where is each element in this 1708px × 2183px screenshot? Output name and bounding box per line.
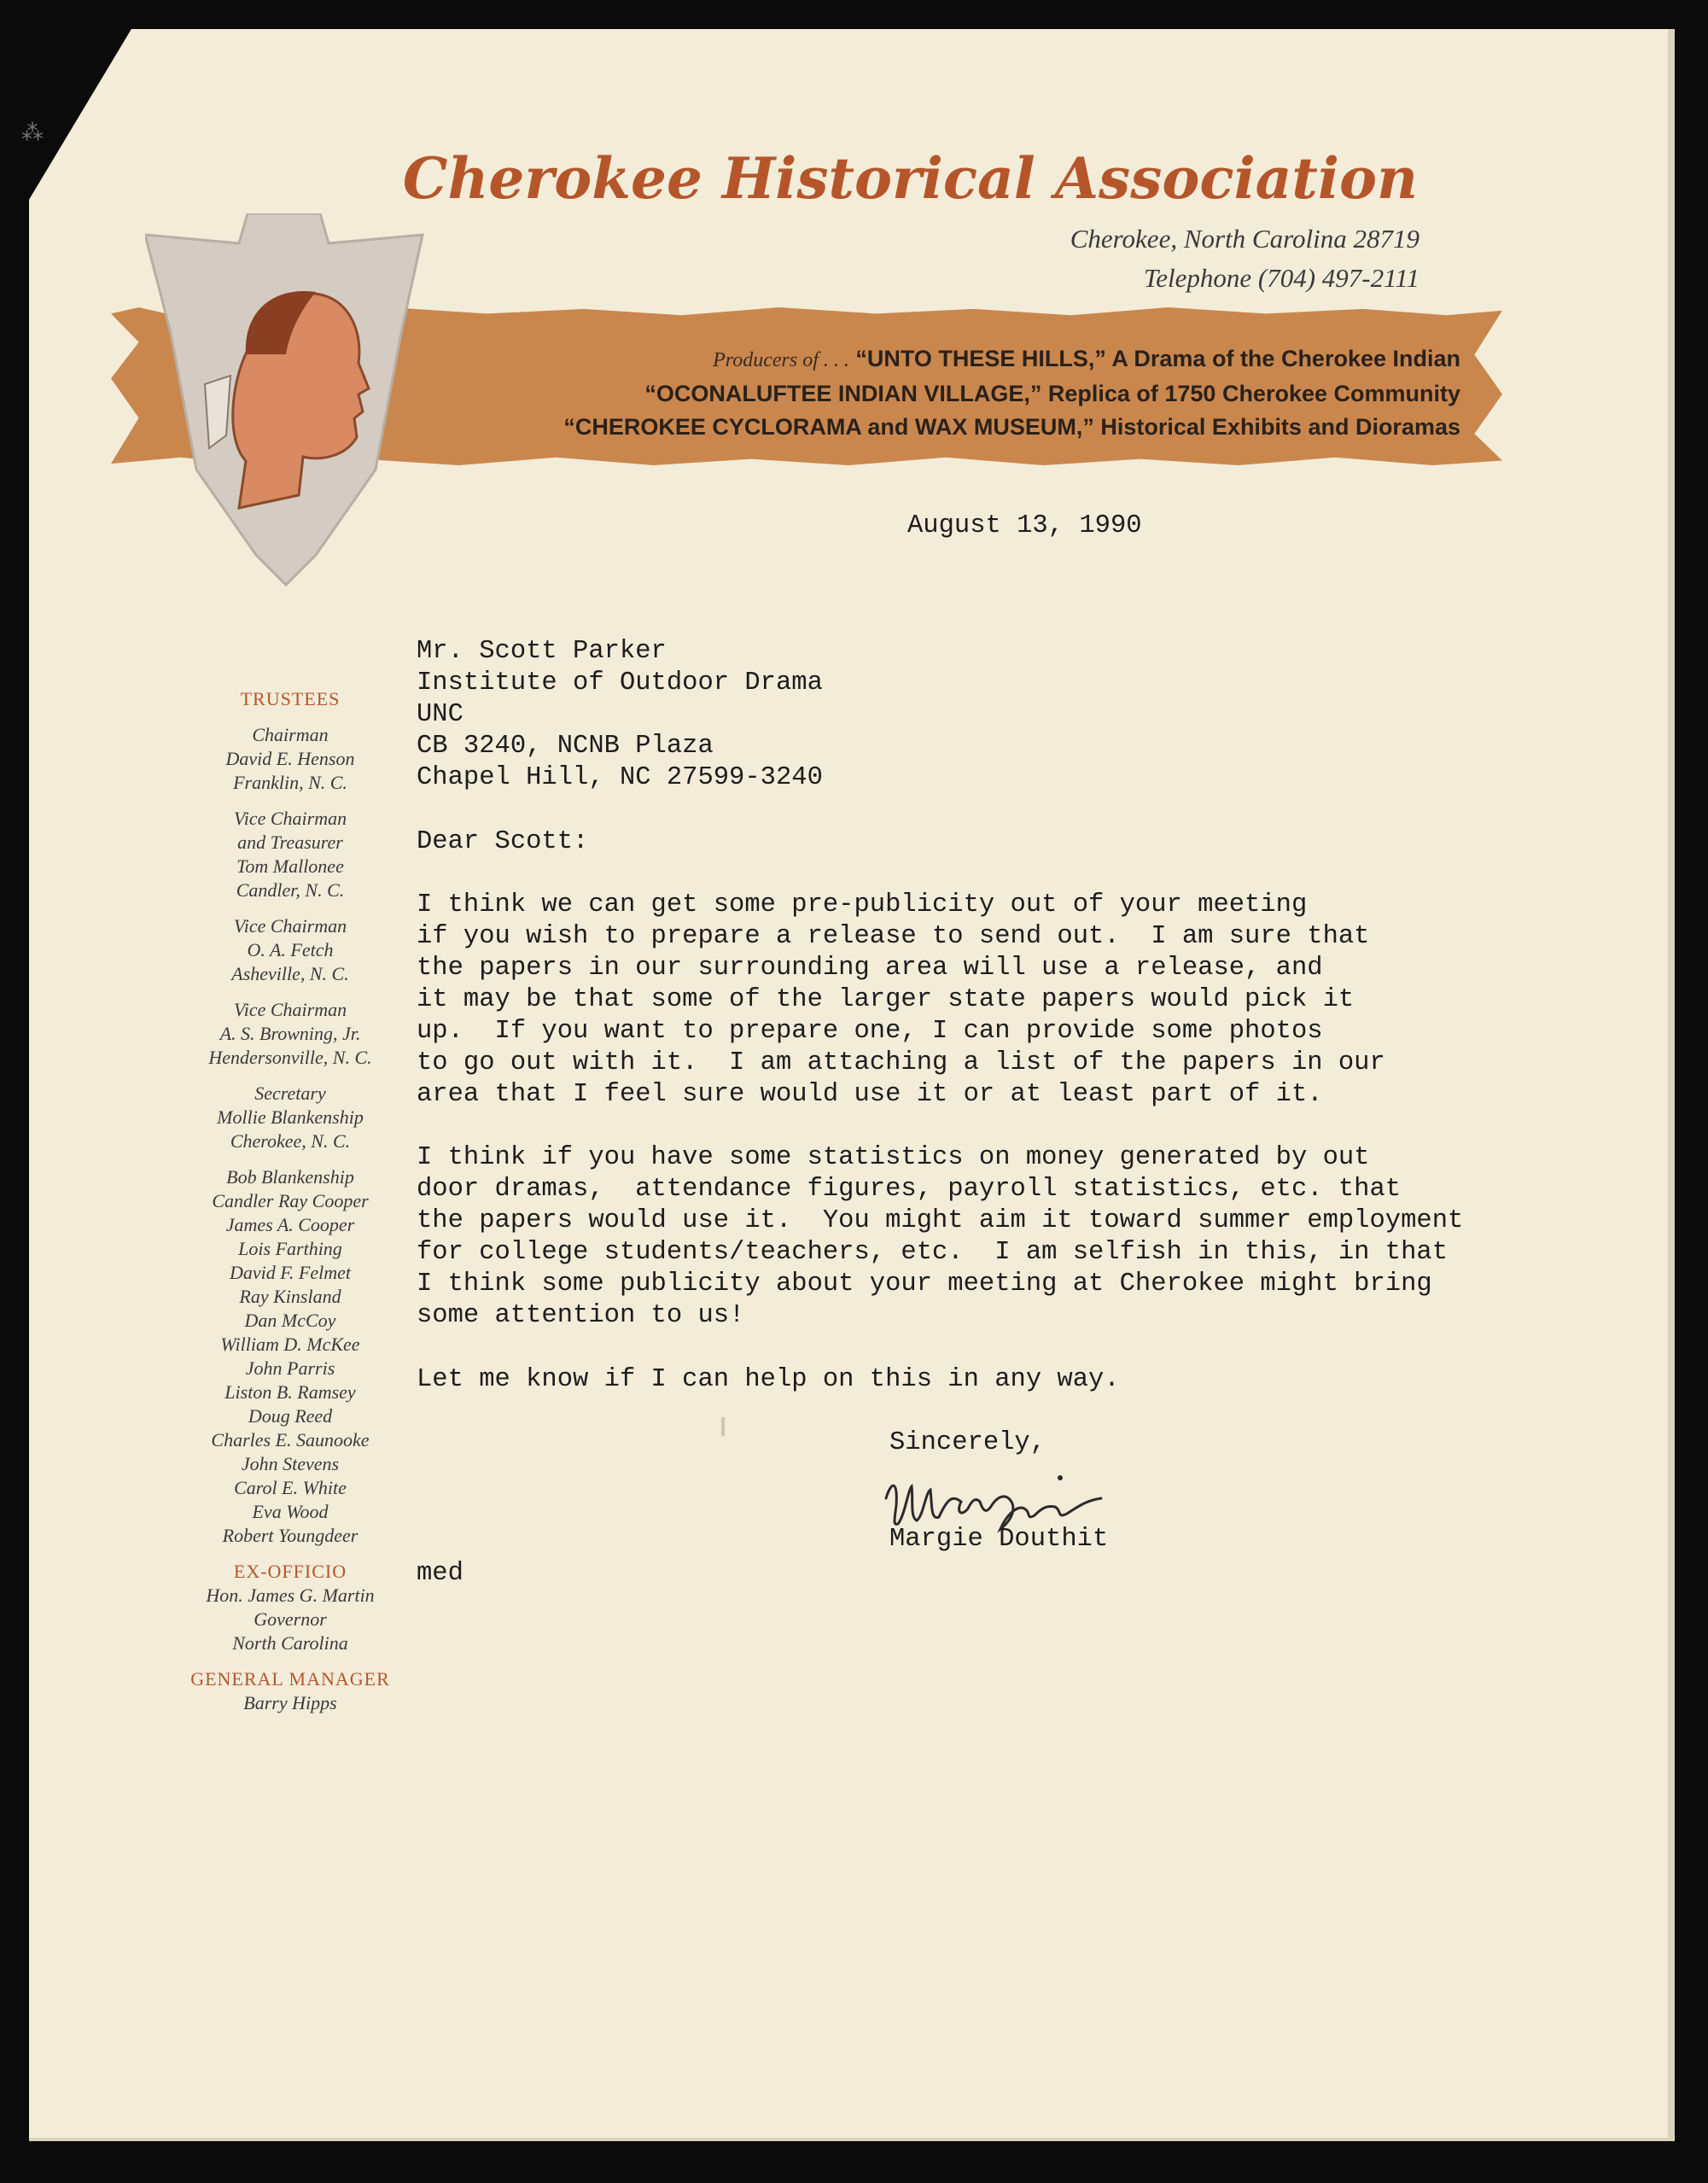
ex-officio-line: Governor	[254, 1608, 327, 1630]
closing: Sincerely,	[889, 1428, 1046, 1457]
body-line: I think if you have some statistics on money generated by out	[417, 1143, 1370, 1172]
body-line: I think we can get some pre-publicity out of your meeting	[417, 890, 1308, 919]
trustee-name: James A. Cooper	[225, 1214, 355, 1235]
production-title-2: “OCONALUFTEE INDIAN VILLAGE,” Replica of 1750 Cherokee Community	[644, 381, 1460, 406]
address-line: CB 3240, NCNB Plaza	[417, 732, 714, 761]
officer-chairman	[154, 723, 427, 795]
trustee-name: William D. McKee	[220, 1334, 360, 1355]
officer-name: A. S. Browning, Jr.	[219, 1023, 361, 1044]
body-line: the papers would use it. You might aim it toward summer employment	[417, 1206, 1464, 1235]
address-line: Chapel Hill, NC 27599-3240	[417, 763, 823, 792]
organization-phone: Telephone (704) 497-2111	[1143, 263, 1419, 293]
production-line-1	[713, 346, 1460, 372]
body-line: for college students/teachers, etc. I am selfish in this, in that	[417, 1238, 1448, 1267]
officer-location: Asheville, N. C.	[231, 963, 349, 984]
officer-vice-chairman	[154, 914, 427, 986]
paragraph-2	[417, 1142, 1463, 1332]
ex-officio	[154, 1560, 427, 1655]
trustee-name: Carol E. White	[234, 1477, 347, 1498]
trustee-name: Dan McCoy	[244, 1310, 336, 1331]
body-line: to go out with it. I am attaching a list of the papers in our	[417, 1048, 1385, 1077]
salutation: Dear Scott:	[417, 827, 589, 856]
signer-name: Margie Douthit	[889, 1525, 1109, 1554]
address-line: Institute of Outdoor Drama	[417, 668, 823, 698]
trustee-name: Charles E. Saunooke	[211, 1429, 370, 1450]
paper-mark: ⁂	[21, 120, 44, 145]
paragraph-1	[417, 890, 1385, 1111]
letter-date: August 13, 1990	[907, 511, 1142, 540]
officer-name: Tom Mallonee	[236, 855, 344, 877]
ex-officio-line: North Carolina	[232, 1632, 348, 1654]
ex-officio-line: Hon. James G. Martin	[206, 1585, 375, 1606]
trustee-name: Ray Kinsland	[239, 1286, 341, 1307]
officer-name: David E. Henson	[225, 748, 355, 769]
body-line: some attention to us!	[417, 1301, 745, 1330]
trustee-name: John Stevens	[241, 1453, 340, 1474]
officer-title: Chairman	[252, 724, 329, 745]
typist-initials: med	[417, 1559, 463, 1588]
officer-title: Vice Chairman	[233, 808, 347, 829]
trustee-name: Candler Ray Cooper	[212, 1190, 369, 1211]
trustee-name: Robert Youngdeer	[222, 1525, 359, 1546]
production-title-3: “CHEROKEE CYCLORAMA and WAX MUSEUM,” Historical Exhibits and Dioramas	[563, 414, 1460, 440]
general-manager-heading: GENERAL MANAGER	[190, 1668, 390, 1690]
officer-location: Cherokee, N. C.	[230, 1130, 351, 1152]
paper-speck	[721, 1417, 725, 1436]
body-line: up. If you want to prepare one, I can provide some photos	[417, 1017, 1323, 1046]
paragraph-3: Let me know if I can help on this in any way.	[417, 1365, 1120, 1394]
arrowhead-portrait-emblem	[145, 213, 427, 589]
production-title-1: “UNTO THESE HILLS,” A Drama of the Cherokee Indian	[855, 346, 1460, 371]
trustee-name: John Parris	[245, 1357, 335, 1379]
officer-title: Secretary	[254, 1083, 326, 1104]
trustee-name: Lois Farthing	[238, 1238, 342, 1259]
officer-vice-chairman-treasurer	[154, 807, 427, 902]
officer-location: Candler, N. C.	[236, 879, 345, 901]
ex-officio-heading: EX-OFFICIO	[233, 1561, 347, 1582]
officer-title: Vice Chairman	[233, 999, 347, 1020]
officer-title: Vice Chairman	[233, 915, 347, 937]
body-line: if you wish to prepare a release to send out. I am sure that	[417, 922, 1370, 951]
organization-city: Cherokee, North Carolina 28719	[1070, 224, 1419, 254]
trustee-name: Bob Blankenship	[226, 1166, 354, 1188]
trustee-name: David F. Felmet	[230, 1262, 351, 1283]
officer-secretary	[154, 1082, 427, 1153]
trustee-name: Eva Wood	[252, 1501, 329, 1522]
trustees-sidebar	[154, 687, 427, 1727]
body-line: area that I feel sure would use it or at least part of it.	[417, 1080, 1323, 1109]
address-line: UNC	[417, 700, 463, 729]
general-manager	[154, 1667, 427, 1715]
trustee-name: Liston B. Ramsey	[224, 1381, 356, 1403]
officer-name: O. A. Fetch	[247, 939, 334, 960]
trustee-name: Doug Reed	[248, 1405, 333, 1427]
officer-location: Hendersonville, N. C.	[208, 1047, 372, 1068]
officer-location: Franklin, N. C.	[233, 772, 347, 793]
organization-name: Cherokee Historical Association	[402, 145, 1418, 212]
address-line: Mr. Scott Parker	[417, 637, 667, 666]
body-line: door dramas, attendance figures, payroll statistics, etc. that	[417, 1175, 1402, 1204]
body-line: it may be that some of the larger state papers would pick it	[417, 985, 1355, 1014]
officer-title-2: and Treasurer	[237, 832, 343, 853]
producers-lead: Producers of . . .	[713, 349, 849, 371]
officer-name: Mollie Blankenship	[217, 1106, 364, 1128]
officer-vice-chairman	[154, 998, 427, 1070]
body-line: the papers in our surrounding area will use a release, and	[417, 954, 1323, 983]
body-line: I think some publicity about your meeting at Cherokee might bring	[417, 1270, 1432, 1299]
trustee-members	[154, 1165, 427, 1548]
trustees-heading: TRUSTEES	[240, 688, 341, 709]
recipient-address	[417, 636, 823, 794]
general-manager-name: Barry Hipps	[243, 1692, 337, 1713]
